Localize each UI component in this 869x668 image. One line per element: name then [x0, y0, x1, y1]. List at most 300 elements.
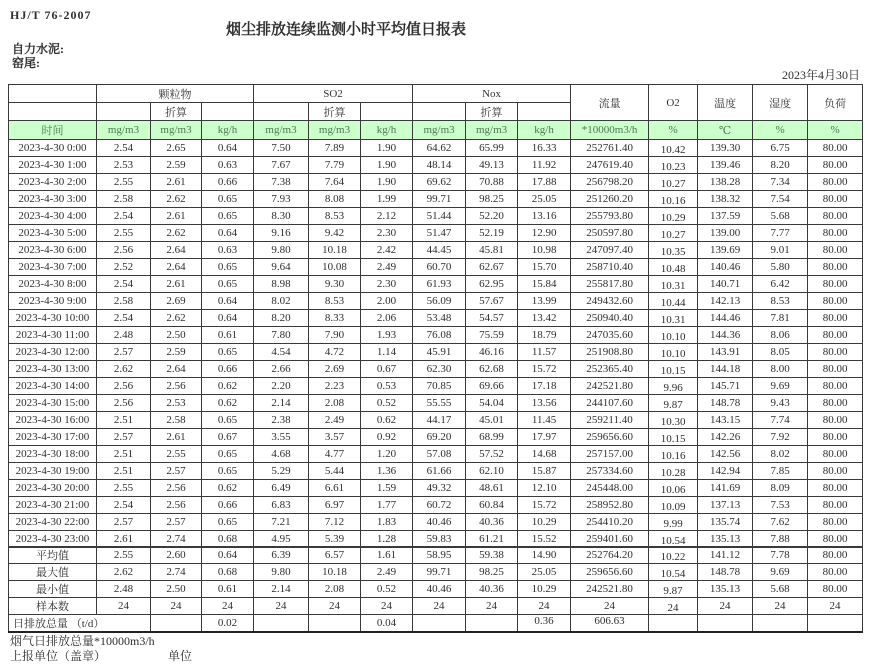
data-cell: 49.13 — [466, 157, 518, 174]
data-cell: 257157.00 — [571, 446, 649, 463]
time-cell: 2023-4-30 15:00 — [9, 395, 97, 412]
empty-cell — [413, 615, 466, 633]
data-cell: 80.00 — [808, 276, 863, 293]
time-cell: 2023-4-30 5:00 — [9, 225, 97, 242]
data-cell: 0.65 — [202, 463, 254, 480]
data-cell: 10.31 — [649, 276, 698, 293]
data-cell: 9.80 — [254, 242, 309, 259]
data-cell: 3.57 — [309, 429, 361, 446]
data-cell: 7.81 — [753, 310, 808, 327]
data-cell: 242521.80 — [571, 581, 649, 598]
data-cell: 7.54 — [753, 191, 808, 208]
data-cell: 62.10 — [466, 463, 518, 480]
data-cell: 2.50 — [151, 581, 202, 598]
summary-row — [9, 564, 863, 581]
data-cell: 0.62 — [202, 480, 254, 497]
data-cell: 7.79 — [309, 157, 361, 174]
data-cell: 252764.20 — [571, 547, 649, 564]
data-cell: 7.38 — [254, 174, 309, 191]
data-cell: 61.66 — [413, 463, 466, 480]
data-cell: 0.65 — [202, 446, 254, 463]
data-cell: 76.08 — [413, 327, 466, 344]
data-cell: 10.29 — [649, 208, 698, 225]
data-cell: 7.64 — [309, 174, 361, 191]
table-row — [9, 225, 863, 242]
data-cell: 2.64 — [151, 242, 202, 259]
data-cell: 10.16 — [649, 446, 698, 463]
data-cell: 10.22 — [649, 547, 698, 564]
data-cell: 138.28 — [698, 174, 753, 191]
table-row — [9, 497, 863, 514]
data-cell: 25.05 — [518, 191, 571, 208]
data-cell: 259656.60 — [571, 429, 649, 446]
data-cell: 80.00 — [808, 174, 863, 191]
data-cell: 2.61 — [151, 174, 202, 191]
empty-cell — [151, 615, 202, 633]
data-cell: 2.62 — [97, 564, 151, 581]
data-cell: 2.51 — [97, 463, 151, 480]
unit-cell: mg/m3 — [151, 121, 202, 140]
time-cell: 2023-4-30 3:00 — [9, 191, 97, 208]
empty-cell — [753, 615, 808, 633]
data-cell: 2.59 — [151, 157, 202, 174]
data-cell: 250940.40 — [571, 310, 649, 327]
empty-cell — [518, 103, 571, 121]
data-cell: 2.56 — [97, 378, 151, 395]
data-cell: 24 — [413, 598, 466, 615]
data-cell: 606.63 — [571, 615, 649, 633]
data-cell: 10.29 — [518, 581, 571, 598]
data-cell: 251908.80 — [571, 344, 649, 361]
data-cell: 80.00 — [808, 463, 863, 480]
data-cell: 1.14 — [361, 344, 413, 361]
data-cell: 56.09 — [413, 293, 466, 310]
empty-cell — [698, 615, 753, 633]
data-cell: 1.90 — [361, 157, 413, 174]
summary-row — [9, 598, 863, 615]
data-cell: 53.48 — [413, 310, 466, 327]
data-cell: 2.69 — [309, 361, 361, 378]
empty-cell — [202, 103, 254, 121]
data-cell: 0.65 — [202, 259, 254, 276]
data-cell: 6.97 — [309, 497, 361, 514]
data-cell: 51.44 — [413, 208, 466, 225]
data-cell: 40.46 — [413, 581, 466, 598]
data-cell: 0.61 — [202, 581, 254, 598]
table-row — [9, 293, 863, 310]
empty-cell — [413, 103, 466, 121]
unit-cell: ℃ — [698, 121, 753, 140]
data-cell: 17.18 — [518, 378, 571, 395]
data-cell: 18.79 — [518, 327, 571, 344]
unit-cell: kg/h — [361, 121, 413, 140]
data-cell: 7.67 — [254, 157, 309, 174]
data-cell: 2.52 — [97, 259, 151, 276]
data-cell: 7.88 — [753, 531, 808, 548]
data-cell: 7.89 — [309, 140, 361, 157]
data-cell: 0.52 — [361, 395, 413, 412]
data-cell: 15.84 — [518, 276, 571, 293]
data-cell: 55.55 — [413, 395, 466, 412]
empty-cell — [9, 103, 97, 121]
data-cell: 0.66 — [202, 174, 254, 191]
data-cell: 80.00 — [808, 378, 863, 395]
data-cell: 0.52 — [361, 581, 413, 598]
data-cell: 6.49 — [254, 480, 309, 497]
data-cell: 10.10 — [649, 344, 698, 361]
data-cell: 4.54 — [254, 344, 309, 361]
data-cell: 14.90 — [518, 547, 571, 564]
empty-cell — [649, 615, 698, 633]
data-cell: 143.15 — [698, 412, 753, 429]
col-group-pm: 颗粒物 — [97, 85, 254, 103]
data-cell: 142.13 — [698, 293, 753, 310]
data-cell: 5.44 — [309, 463, 361, 480]
flue-gas-total-note: 烟气日排放总量*10000m3/h — [10, 634, 155, 648]
time-header: 时间 — [9, 121, 97, 140]
data-cell: 2.62 — [97, 361, 151, 378]
data-cell: 40.36 — [466, 581, 518, 598]
data-cell: 259211.40 — [571, 412, 649, 429]
time-cell: 2023-4-30 12:00 — [9, 344, 97, 361]
data-cell: 8.98 — [254, 276, 309, 293]
data-cell: 2.23 — [309, 378, 361, 395]
data-cell: 80.00 — [808, 157, 863, 174]
data-cell: 69.20 — [413, 429, 466, 446]
data-cell: 0.68 — [202, 531, 254, 548]
units-row — [9, 121, 863, 140]
data-cell: 80.00 — [808, 547, 863, 564]
data-cell: 6.42 — [753, 276, 808, 293]
data-cell: 7.93 — [254, 191, 309, 208]
data-cell: 58.95 — [413, 547, 466, 564]
data-cell: 2.56 — [97, 242, 151, 259]
data-cell: 0.65 — [202, 344, 254, 361]
data-cell: 2.48 — [97, 581, 151, 598]
time-cell: 2023-4-30 18:00 — [9, 446, 97, 463]
time-cell: 2023-4-30 22:00 — [9, 514, 97, 531]
data-cell: 2.51 — [97, 446, 151, 463]
data-cell: 80.00 — [808, 208, 863, 225]
unit-cell: mg/m3 — [466, 121, 518, 140]
data-cell: 139.46 — [698, 157, 753, 174]
time-cell: 2023-4-30 2:00 — [9, 174, 97, 191]
data-cell: 9.30 — [309, 276, 361, 293]
data-cell: 80.00 — [808, 564, 863, 581]
summary-label: 平均值 — [9, 547, 97, 564]
unit-cell: % — [808, 121, 863, 140]
data-cell: 0.02 — [202, 615, 254, 633]
data-cell: 0.63 — [202, 242, 254, 259]
table-row — [9, 514, 863, 531]
data-cell: 25.05 — [518, 564, 571, 581]
summary-rows — [9, 547, 863, 633]
data-cell: 6.57 — [309, 547, 361, 564]
data-cell: 4.72 — [309, 344, 361, 361]
data-cell: 6.75 — [753, 140, 808, 157]
unit-cell: % — [753, 121, 808, 140]
data-cell: 80.00 — [808, 293, 863, 310]
data-cell: 2.58 — [97, 293, 151, 310]
data-cell: 10.48 — [649, 259, 698, 276]
data-cell: 2.49 — [361, 564, 413, 581]
data-cell: 141.12 — [698, 547, 753, 564]
data-cell: 2.66 — [254, 361, 309, 378]
data-cell: 10.35 — [649, 242, 698, 259]
data-cell: 80.00 — [808, 429, 863, 446]
data-cell: 0.92 — [361, 429, 413, 446]
data-cell: 7.21 — [254, 514, 309, 531]
data-cell: 3.55 — [254, 429, 309, 446]
col-o2: O2 — [649, 85, 698, 121]
data-cell: 2.58 — [97, 191, 151, 208]
data-cell: 54.57 — [466, 310, 518, 327]
data-cell: 8.53 — [309, 293, 361, 310]
time-cell: 2023-4-30 9:00 — [9, 293, 97, 310]
data-cell: 1.93 — [361, 327, 413, 344]
col-group-so2: SO2 — [254, 85, 413, 103]
data-cell: 242521.80 — [571, 378, 649, 395]
time-cell: 2023-4-30 1:00 — [9, 157, 97, 174]
time-cell: 2023-4-30 16:00 — [9, 412, 97, 429]
data-cell: 2.59 — [151, 344, 202, 361]
data-cell: 2.48 — [97, 327, 151, 344]
data-cell: 2.58 — [151, 412, 202, 429]
data-cell: 0.63 — [202, 157, 254, 174]
data-cell: 7.53 — [753, 497, 808, 514]
data-cell: 10.29 — [518, 514, 571, 531]
data-cell: 12.10 — [518, 480, 571, 497]
hourly-table — [8, 84, 863, 564]
data-cell: 1.28 — [361, 531, 413, 548]
data-cell: 10.15 — [649, 429, 698, 446]
data-cell: 15.87 — [518, 463, 571, 480]
data-cell: 137.13 — [698, 497, 753, 514]
data-cell: 80.00 — [808, 446, 863, 463]
unit-cell: % — [649, 121, 698, 140]
data-cell: 257334.60 — [571, 463, 649, 480]
daily-total-label: 日排放总量 （t/d） — [9, 615, 151, 633]
time-cell: 2023-4-30 8:00 — [9, 276, 97, 293]
data-cell: 7.92 — [753, 429, 808, 446]
data-cell: 24 — [309, 598, 361, 615]
data-cell: 2.51 — [97, 412, 151, 429]
unit-cell: kg/h — [518, 121, 571, 140]
table-row — [9, 276, 863, 293]
data-cell: 2.54 — [97, 497, 151, 514]
data-cell: 135.13 — [698, 531, 753, 548]
data-cell: 8.09 — [753, 480, 808, 497]
data-cell: 1.83 — [361, 514, 413, 531]
data-cell: 2.54 — [97, 140, 151, 157]
data-cell: 8.53 — [753, 293, 808, 310]
table-row — [9, 446, 863, 463]
data-cell: 24 — [466, 598, 518, 615]
data-cell: 0.65 — [202, 208, 254, 225]
page-title: 烟尘排放连续监测小时平均值日报表 — [225, 22, 466, 38]
table-row — [9, 412, 863, 429]
data-cell: 5.80 — [753, 259, 808, 276]
standard-code: HJ/T 76-2007 — [10, 8, 92, 22]
data-cell: 140.46 — [698, 259, 753, 276]
data-cell: 59.38 — [466, 547, 518, 564]
data-cell: 98.25 — [466, 564, 518, 581]
data-cell: 10.23 — [649, 157, 698, 174]
data-cell: 48.61 — [466, 480, 518, 497]
data-cell: 138.32 — [698, 191, 753, 208]
data-cell: 0.66 — [202, 497, 254, 514]
data-cell: 0.65 — [202, 276, 254, 293]
data-cell: 8.33 — [309, 310, 361, 327]
data-cell: 24 — [698, 598, 753, 615]
time-cell: 2023-4-30 10:00 — [9, 310, 97, 327]
data-cell: 44.17 — [413, 412, 466, 429]
data-cell: 2.62 — [151, 225, 202, 242]
unit-field-label: 单位 — [168, 649, 193, 663]
time-cell: 2023-4-30 21:00 — [9, 497, 97, 514]
data-cell: 145.71 — [698, 378, 753, 395]
data-cell: 1.99 — [361, 191, 413, 208]
empty-cell — [466, 615, 518, 633]
data-cell: 70.88 — [466, 174, 518, 191]
data-cell: 13.16 — [518, 208, 571, 225]
data-cell: 247097.40 — [571, 242, 649, 259]
data-cell: 250597.80 — [571, 225, 649, 242]
data-cell: 245448.00 — [571, 480, 649, 497]
time-cell: 2023-4-30 23:00 — [9, 531, 97, 548]
data-cell: 247035.60 — [571, 327, 649, 344]
data-cell: 9.69 — [753, 564, 808, 581]
time-cell: 2023-4-30 20:00 — [9, 480, 97, 497]
data-cell: 2.64 — [151, 259, 202, 276]
data-cell: 11.92 — [518, 157, 571, 174]
data-cell: 8.02 — [254, 293, 309, 310]
data-cell: 7.80 — [254, 327, 309, 344]
data-cell: 24 — [753, 598, 808, 615]
data-cell: 2.65 — [151, 140, 202, 157]
data-cell: 61.21 — [466, 531, 518, 548]
data-cell: 24 — [254, 598, 309, 615]
corner-cell — [9, 85, 97, 103]
data-cell: 2.06 — [361, 310, 413, 327]
data-cell: 59.83 — [413, 531, 466, 548]
data-cell: 62.30 — [413, 361, 466, 378]
col-group-nox: Nox — [413, 85, 571, 103]
data-cell: 24 — [97, 598, 151, 615]
data-cell: 9.42 — [309, 225, 361, 242]
data-cell: 7.50 — [254, 140, 309, 157]
data-cell: 252761.40 — [571, 140, 649, 157]
data-cell: 10.27 — [649, 174, 698, 191]
data-cell: 0.64 — [202, 310, 254, 327]
data-cell: 2.50 — [151, 327, 202, 344]
data-cell: 2.74 — [151, 564, 202, 581]
data-cell: 57.52 — [466, 446, 518, 463]
data-cell: 80.00 — [808, 344, 863, 361]
data-cell: 2.53 — [97, 157, 151, 174]
data-cell: 80.00 — [808, 531, 863, 548]
data-cell: 80.00 — [808, 327, 863, 344]
unit-cell: mg/m3 — [254, 121, 309, 140]
data-cell: 139.69 — [698, 242, 753, 259]
time-cell: 2023-4-30 7:00 — [9, 259, 97, 276]
unit-cell: kg/h — [202, 121, 254, 140]
data-cell: 135.13 — [698, 581, 753, 598]
data-cell: 5.68 — [753, 581, 808, 598]
data-cell: 80.00 — [808, 242, 863, 259]
data-cell: 14.68 — [518, 446, 571, 463]
data-cell: 5.39 — [309, 531, 361, 548]
data-cell: 24 — [202, 598, 254, 615]
data-cell: 80.00 — [808, 361, 863, 378]
data-cell: 258952.80 — [571, 497, 649, 514]
data-cell: 2.30 — [361, 276, 413, 293]
data-cell: 7.34 — [753, 174, 808, 191]
data-cell: 80.00 — [808, 497, 863, 514]
data-cell: 80.00 — [808, 191, 863, 208]
data-cell: 7.90 — [309, 327, 361, 344]
data-cell: 24 — [361, 598, 413, 615]
table-row — [9, 395, 863, 412]
data-cell: 8.06 — [753, 327, 808, 344]
data-cell: 15.72 — [518, 497, 571, 514]
data-cell: 0.53 — [361, 378, 413, 395]
data-cell: 15.52 — [518, 531, 571, 548]
table-row — [9, 310, 863, 327]
table-row — [9, 259, 863, 276]
table-row — [9, 531, 863, 548]
table-row — [9, 344, 863, 361]
data-cell: 45.81 — [466, 242, 518, 259]
data-cell: 137.59 — [698, 208, 753, 225]
data-cell: 80.00 — [808, 225, 863, 242]
unit-cell: mg/m3 — [309, 121, 361, 140]
data-cell: 2.57 — [151, 463, 202, 480]
unit-cell: mg/m3 — [413, 121, 466, 140]
table-row — [9, 191, 863, 208]
data-cell: 10.42 — [649, 140, 698, 157]
data-cell: 10.08 — [309, 259, 361, 276]
data-cell: 2.00 — [361, 293, 413, 310]
data-cell: 98.25 — [466, 191, 518, 208]
data-cell: 13.99 — [518, 293, 571, 310]
data-cell: 2.62 — [151, 310, 202, 327]
data-cell: 9.87 — [649, 395, 698, 412]
data-cell: 249432.60 — [571, 293, 649, 310]
summary-row — [9, 581, 863, 598]
data-cell: 148.78 — [698, 395, 753, 412]
data-cell: 2.53 — [151, 395, 202, 412]
data-cell: 144.46 — [698, 310, 753, 327]
unit-cell: *10000m3/h — [571, 121, 649, 140]
data-cell: 24 — [151, 598, 202, 615]
data-cell: 24 — [808, 598, 863, 615]
data-cell: 46.16 — [466, 344, 518, 361]
data-cell: 0.67 — [361, 361, 413, 378]
data-cell: 10.18 — [309, 564, 361, 581]
table-row — [9, 242, 863, 259]
data-cell: 8.05 — [753, 344, 808, 361]
col-temp: 温度 — [698, 85, 753, 121]
data-cell: 244107.60 — [571, 395, 649, 412]
data-cell: 2.57 — [97, 514, 151, 531]
data-cell: 24 — [571, 598, 649, 615]
nox-converted-label: 折算 — [466, 103, 518, 121]
data-cell: 256798.20 — [571, 174, 649, 191]
data-cell: 10.15 — [649, 361, 698, 378]
data-cell: 8.08 — [309, 191, 361, 208]
data-cell: 0.36 — [518, 615, 571, 633]
